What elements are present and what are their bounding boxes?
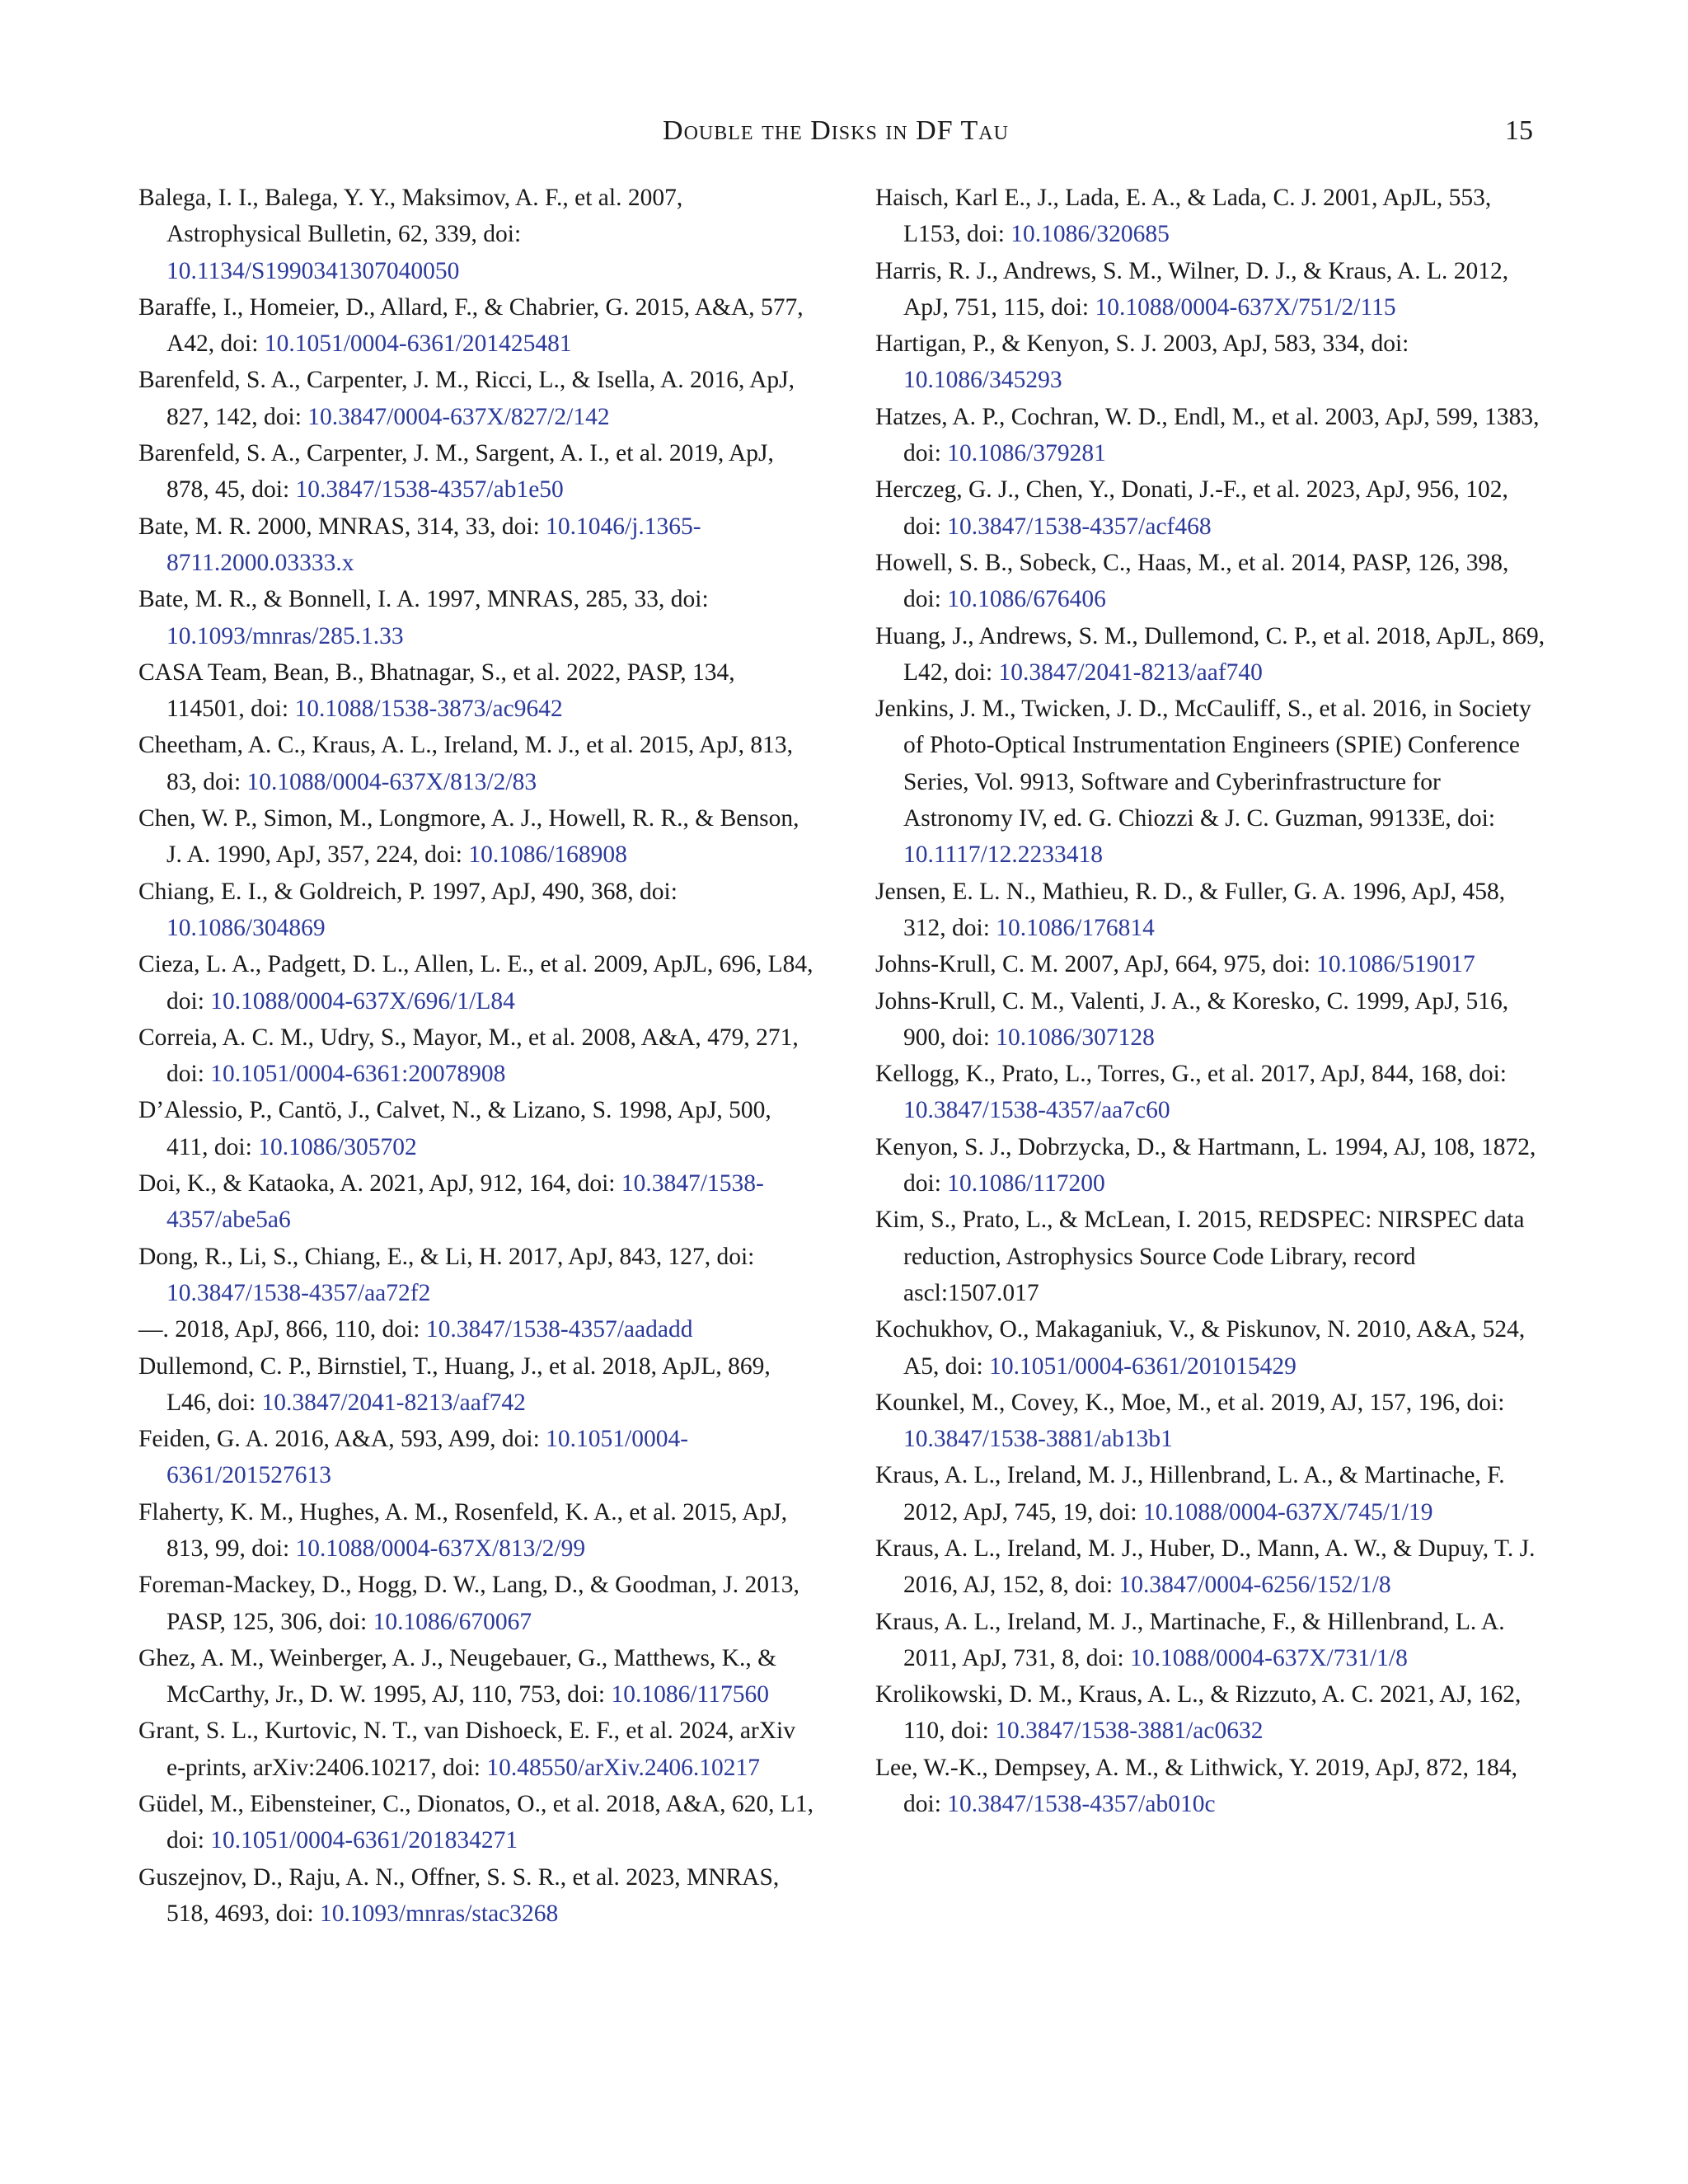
reference-text: Johns-Krull, C. M., Valenti, J. A., & Koresko, C. 1999, ApJ, 516, 900, doi: <box>875 987 1509 1051</box>
doi-link[interactable]: 10.3847/1538-3881/ab13b1 <box>903 1426 1173 1453</box>
reference-text: Doi, K., & Kataoka, A. 2021, ApJ, 912, 164, doi: <box>138 1170 621 1197</box>
reference-text: Feiden, G. A. 2016, A&A, 593, A99, doi: <box>138 1426 546 1453</box>
reference-entry <box>875 1457 1551 1530</box>
reference-text: CASA Team, Bean, B., Bhatnagar, S., et al. 2022, PASP, 134, 114501, doi: <box>138 658 735 723</box>
doi-link[interactable]: 10.3847/1538-4357/ab010c <box>947 1791 1216 1818</box>
reference-text: D’Alessio, P., Cantö, J., Calvet, N., & Lizano, S. 1998, ApJ, 500, 411, doi: <box>138 1097 771 1160</box>
reference-entry <box>138 1239 814 1312</box>
reference-text: Hatzes, A. P., Cochran, W. D., Endl, M., et al. 2003, ApJ, 599, 1383, doi: <box>875 403 1540 467</box>
doi-link[interactable]: 10.1051/0004-6361/201834271 <box>210 1827 518 1854</box>
reference-text: Foreman-Mackey, D., Hogg, D. W., Lang, D., & Goodman, J. 2013, PASP, 125, 306, doi: <box>138 1572 799 1635</box>
doi-link[interactable]: 10.1088/0004-637X/731/1/8 <box>1130 1644 1408 1671</box>
doi-link[interactable]: 10.1086/304869 <box>166 914 326 941</box>
references-column-left <box>138 180 814 1932</box>
reference-entry <box>138 1859 814 1933</box>
reference-entry <box>138 362 814 435</box>
reference-text: Correia, A. C. M., Udry, S., Mayor, M., et al. 2008, A&A, 479, 271, doi: <box>138 1024 799 1088</box>
reference-entry <box>875 946 1551 982</box>
doi-link[interactable]: 10.3847/1538-4357/aa7c60 <box>903 1097 1170 1124</box>
doi-link[interactable]: 10.1086/117560 <box>611 1681 769 1708</box>
reference-entry <box>138 946 814 1019</box>
doi-link[interactable]: 10.3847/1538-3881/ac0632 <box>995 1718 1264 1745</box>
doi-link[interactable]: 10.1086/176814 <box>996 914 1155 941</box>
doi-link[interactable]: 10.1086/307128 <box>996 1024 1155 1051</box>
reference-text: Barenfeld, S. A., Carpenter, J. M., Ricci, L., & Isella, A. 2016, ApJ, 827, 142, doi: <box>138 367 795 430</box>
reference-entry <box>875 253 1551 326</box>
doi-link[interactable]: 10.1093/mnras/stac3268 <box>320 1900 559 1927</box>
reference-text: Kounkel, M., Covey, K., Moe, M., et al. 2019, AJ, 157, 196, doi: <box>875 1389 1505 1416</box>
doi-link[interactable]: 10.1088/1538-3873/ac9642 <box>294 696 563 723</box>
doi-link[interactable]: 10.1051/0004-6361/201425481 <box>264 330 572 358</box>
reference-text: Howell, S. B., Sobeck, C., Haas, M., et al. 2014, PASP, 126, 398, doi: <box>875 549 1509 613</box>
reference-entry <box>138 581 814 654</box>
reference-text: Ghez, A. M., Weinberger, A. J., Neugebauer, G., Matthews, K., & McCarthy, Jr., D. W. 1995, AJ, 110, 753, doi: <box>138 1644 777 1708</box>
page-header <box>138 115 1533 155</box>
reference-entry <box>138 1092 814 1165</box>
reference-entry <box>875 1056 1551 1129</box>
doi-link[interactable]: 10.1088/0004-637X/751/2/115 <box>1095 293 1396 321</box>
reference-text: Kochukhov, O., Makaganiuk, V., & Piskunov, N. 2010, A&A, 524, A5, doi: <box>875 1316 1526 1380</box>
reference-text: Barenfeld, S. A., Carpenter, J. M., Sargent, A. I., et al. 2019, ApJ, 878, 45, doi: <box>138 440 774 504</box>
reference-text: Jensen, E. L. N., Mathieu, R. D., & Fuller, G. A. 1996, ApJ, 458, 312, doi: <box>875 878 1506 941</box>
reference-entry <box>138 1311 814 1347</box>
reference-entry <box>138 800 814 874</box>
reference-text: Johns-Krull, C. M. 2007, ApJ, 664, 975, doi: <box>875 951 1317 978</box>
reference-entry <box>138 1019 814 1093</box>
doi-link[interactable]: 10.1086/670067 <box>373 1608 532 1635</box>
doi-link[interactable]: 10.1086/676406 <box>947 586 1106 613</box>
reference-entry <box>875 326 1551 399</box>
reference-text: Kraus, A. L., Ireland, M. J., Martinache, F., & Hillenbrand, L. A. 2011, ApJ, 731, 8, doi: <box>875 1608 1505 1671</box>
reference-entry <box>138 180 814 289</box>
reference-entry <box>875 618 1551 691</box>
reference-text: Cheetham, A. C., Kraus, A. L., Ireland, M. J., et al. 2015, ApJ, 813, 83, doi: <box>138 732 793 795</box>
reference-entry <box>138 1421 814 1494</box>
reference-entry <box>138 874 814 947</box>
reference-text: Herczeg, G. J., Chen, Y., Donati, J.-F., et al. 2023, ApJ, 956, 102, doi: <box>875 476 1508 540</box>
doi-link[interactable]: 10.1086/168908 <box>468 841 627 869</box>
reference-entry <box>875 1530 1551 1604</box>
reference-text: Dullemond, C. P., Birnstiel, T., Huang, J., et al. 2018, ApJL, 869, L46, doi: <box>138 1352 771 1416</box>
reference-text: Cieza, L. A., Padgett, D. L., Allen, L. E., et al. 2009, ApJL, 696, L84, doi: <box>138 951 814 1015</box>
reference-entry <box>875 691 1551 873</box>
reference-text: Flaherty, K. M., Hughes, A. M., Rosenfeld, K. A., et al. 2015, ApJ, 813, 99, doi: <box>138 1498 788 1562</box>
reference-text: Kraus, A. L., Ireland, M. J., Huber, D., Mann, A. W., & Dupuy, T. J. 2016, AJ, 152, 8, doi: <box>875 1535 1536 1599</box>
reference-text: Lee, W.-K., Dempsey, A. M., & Lithwick, Y. 2019, ApJ, 872, 184, doi: <box>875 1754 1517 1818</box>
reference-text: Dong, R., Li, S., Chiang, E., & Li, H. 2017, ApJ, 843, 127, doi: <box>138 1243 755 1270</box>
reference-entry <box>875 983 1551 1057</box>
reference-entry <box>875 1604 1551 1677</box>
doi-link[interactable]: 10.3847/1538-4357/ab1e50 <box>295 476 564 504</box>
reference-entry <box>875 1676 1551 1750</box>
reference-text: Haisch, Karl E., J., Lada, E. A., & Lada, C. J. 2001, ApJL, 553, L153, doi: <box>875 185 1492 248</box>
reference-entry <box>138 435 814 509</box>
reference-entry <box>875 545 1551 618</box>
reference-text: Guszejnov, D., Raju, A. N., Offner, S. S. R., et al. 2023, MNRAS, 518, 4693, doi: <box>138 1863 780 1927</box>
reference-entry <box>138 727 814 800</box>
doi-link[interactable]: 10.1051/0004-6361/201527613 <box>166 1426 689 1489</box>
reference-text: —. 2018, ApJ, 866, 110, doi: <box>138 1316 426 1343</box>
doi-link[interactable]: 10.3847/0004-6256/152/1/8 <box>1118 1572 1391 1599</box>
reference-entry <box>875 180 1551 253</box>
doi-link[interactable]: 10.1088/0004-637X/696/1/L84 <box>210 987 515 1015</box>
reference-entry <box>875 1202 1551 1311</box>
reference-text: Chen, W. P., Simon, M., Longmore, A. J., Howell, R. R., & Benson, J. A. 1990, ApJ, 357, 224, doi: <box>138 805 799 869</box>
reference-entry <box>875 471 1551 545</box>
doi-link[interactable]: 10.1086/117200 <box>947 1170 1105 1197</box>
reference-text: Hartigan, P., & Kenyon, S. J. 2003, ApJ, 583, 334, doi: <box>875 330 1409 358</box>
reference-text: Huang, J., Andrews, S. M., Dullemond, C. P., et al. 2018, ApJL, 869, L42, doi: <box>875 622 1545 686</box>
reference-text: Balega, I. I., Balega, Y. Y., Maksimov, A. F., et al. 2007, Astrophysical Bulletin, 62, 339, doi: <box>138 185 683 248</box>
reference-entry <box>875 874 1551 947</box>
reference-text: Harris, R. J., Andrews, S. M., Wilner, D. J., & Kraus, A. L. 2012, ApJ, 751, 115, doi: <box>875 257 1509 321</box>
reference-entry <box>138 289 814 363</box>
reference-entry <box>875 399 1551 472</box>
reference-entry <box>138 1494 814 1568</box>
reference-text: Kim, S., Prato, L., & McLean, I. 2015, REDSPEC: NIRSPEC data reduction, Astrophysics Source Code Library, record ascl:1507.017 <box>875 1207 1525 1306</box>
doi-link[interactable]: 10.1051/0004-6361/201015429 <box>989 1352 1296 1380</box>
reference-entry <box>875 1311 1551 1385</box>
doi-link[interactable]: 10.1093/mnras/285.1.33 <box>166 622 404 649</box>
doi-link[interactable]: 10.1086/345293 <box>903 367 1062 394</box>
references-column-right <box>875 180 1551 1822</box>
running-title: Double the Disks in DF Tau <box>663 115 1009 146</box>
doi-link[interactable]: 10.1117/12.2233418 <box>903 841 1104 869</box>
reference-text: Kellogg, K., Prato, L., Torres, G., et al. 2017, ApJ, 844, 168, doi: <box>875 1061 1507 1088</box>
doi-link[interactable]: 10.1086/320685 <box>1010 221 1170 248</box>
reference-entry <box>138 1165 814 1239</box>
reference-text: Baraffe, I., Homeier, D., Allard, F., & Chabrier, G. 2015, A&A, 577, A42, doi: <box>138 293 804 358</box>
reference-text: Jenkins, J. M., Twicken, J. D., McCauliff, S., et al. 2016, in Society of Photo-Optical Instrumentation Engineers (SPIE) Conference Series, Vol. 9913, Software and Cyberinfrastructure for Astronomy IV, ed. G. Chiozzi & J. C. Guzman, 99133E, doi: <box>875 696 1531 832</box>
reference-text: Güdel, M., Eibensteiner, C., Dionatos, O., et al. 2018, A&A, 620, L1, doi: <box>138 1791 814 1854</box>
reference-text: Kraus, A. L., Ireland, M. J., Hillenbrand, L. A., & Martinache, F. 2012, ApJ, 745, 19, doi: <box>875 1462 1505 1526</box>
doi-link[interactable]: 10.1051/0004-6361:20078908 <box>210 1061 506 1088</box>
doi-link[interactable]: 10.1086/379281 <box>947 440 1106 467</box>
reference-entry <box>138 654 814 728</box>
doi-link[interactable]: 10.1134/S1990341307040050 <box>166 257 460 284</box>
doi-link[interactable]: 10.1086/519017 <box>1316 951 1475 978</box>
reference-text: Kenyon, S. J., Dobrzycka, D., & Hartmann, L. 1994, AJ, 108, 1872, doi: <box>875 1133 1536 1197</box>
doi-link[interactable]: 10.1046/j.1365-8711.2000.03333.x <box>166 513 701 576</box>
doi-link[interactable]: 10.1086/305702 <box>258 1133 417 1160</box>
doi-link[interactable]: 10.3847/1538-4357/acf468 <box>947 513 1212 540</box>
reference-text: Bate, M. R. 2000, MNRAS, 314, 33, doi: <box>138 513 546 540</box>
doi-link[interactable]: 10.1088/0004-637X/745/1/19 <box>1142 1498 1433 1526</box>
doi-link[interactable]: 10.3847/0004-637X/827/2/142 <box>307 403 610 430</box>
reference-entry <box>138 509 814 582</box>
doi-link[interactable]: 10.3847/1538-4357/abe5a6 <box>166 1170 764 1234</box>
doi-link[interactable]: 10.3847/1538-4357/aa72f2 <box>166 1279 431 1306</box>
reference-text: Chiang, E. I., & Goldreich, P. 1997, ApJ, 490, 368, doi: <box>138 878 678 905</box>
doi-link[interactable]: 10.3847/2041-8213/aaf740 <box>998 658 1263 686</box>
reference-entry <box>138 1786 814 1859</box>
reference-entry <box>138 1348 814 1422</box>
page-number: 15 <box>1505 115 1533 146</box>
doi-link[interactable]: 10.1088/0004-637X/813/2/99 <box>295 1535 586 1562</box>
reference-entry <box>138 1567 814 1640</box>
doi-link[interactable]: 10.48550/arXiv.2406.10217 <box>486 1754 760 1781</box>
reference-entry <box>875 1385 1551 1458</box>
reference-entry <box>875 1750 1551 1823</box>
reference-entry <box>138 1713 814 1786</box>
doi-link[interactable]: 10.3847/1538-4357/aadadd <box>425 1316 693 1343</box>
reference-text: Bate, M. R., & Bonnell, I. A. 1997, MNRAS, 285, 33, doi: <box>138 586 709 613</box>
reference-entry <box>138 1640 814 1713</box>
reference-text: Krolikowski, D. M., Kraus, A. L., & Rizzuto, A. C. 2021, AJ, 162, 110, doi: <box>875 1681 1522 1745</box>
reference-text: Grant, S. L., Kurtovic, N. T., van Dishoeck, E. F., et al. 2024, arXiv e-prints, arXiv:2406.10217, doi: <box>138 1718 796 1781</box>
doi-link[interactable]: 10.3847/2041-8213/aaf742 <box>261 1389 526 1416</box>
reference-entry <box>875 1129 1551 1202</box>
doi-link[interactable]: 10.1088/0004-637X/813/2/83 <box>246 768 537 795</box>
